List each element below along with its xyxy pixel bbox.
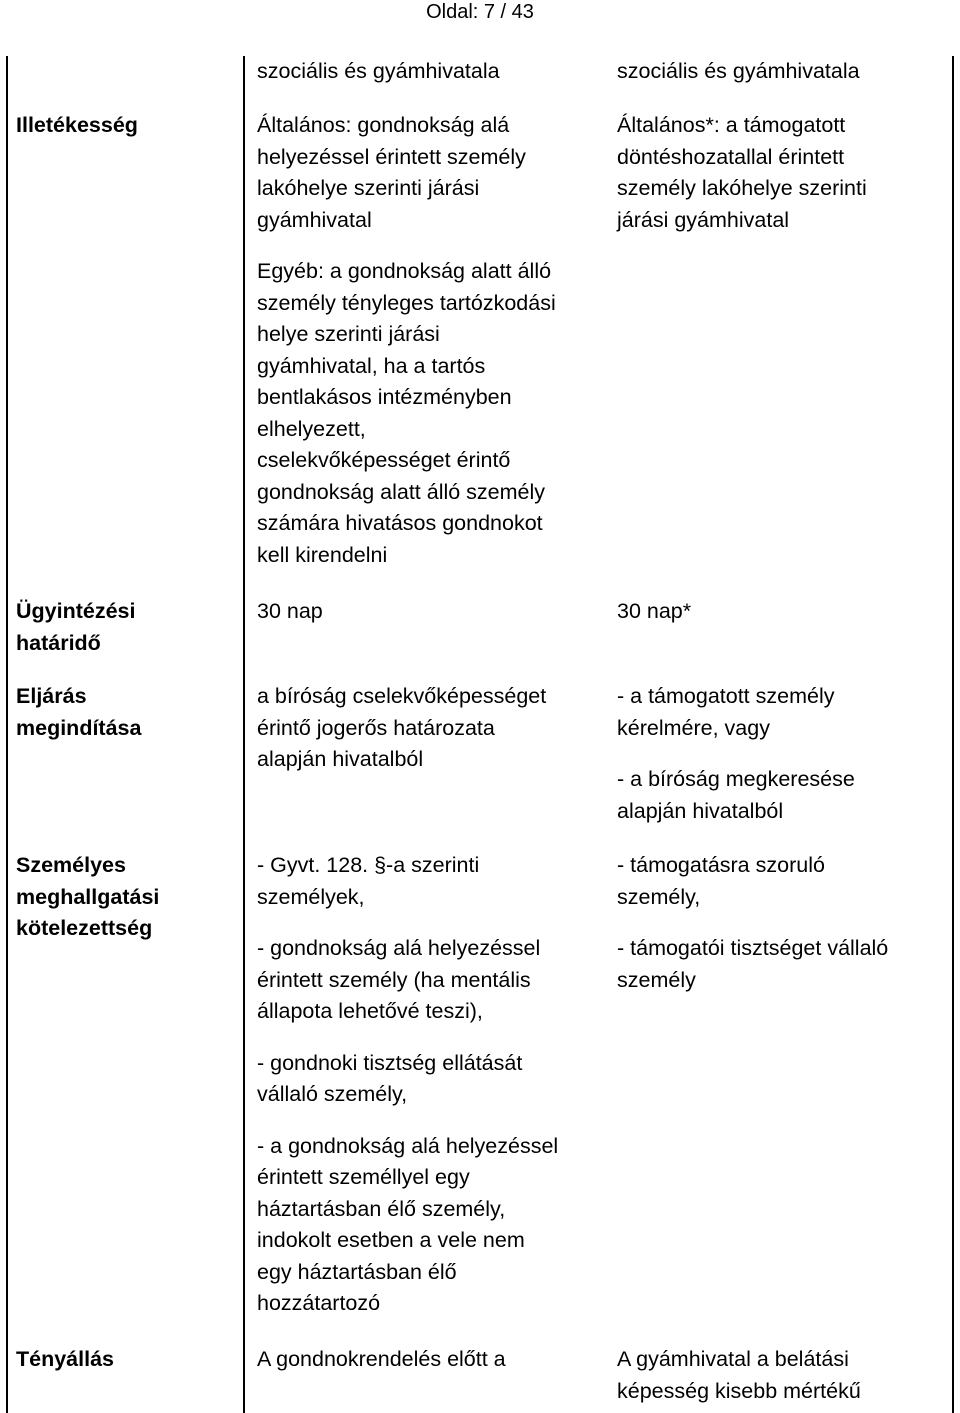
meghallgatas-col3-b: - támogatói tisztséget vállaló személy xyxy=(617,936,889,992)
procedure-comparison-table xyxy=(6,56,956,1413)
hatarido-col2: 30 nap xyxy=(257,599,323,623)
meghallgatas-col2-b: - gondnokság alá helyezéssel érintett személy (ha mentális állapota lehetővé teszi), xyxy=(257,936,541,1023)
eljaras-col3: - a támogatott személy kérelmére, vagy - a bíróság megkeresése alapján hivatalból xyxy=(617,681,855,827)
meghallgatas-col2-d: - a gondnokság alá helyezéssel érintett személlyel egy háztartásban élő személy, indokolt esetben a vele nem egy háztartásban élő hozzátartozó xyxy=(257,1133,559,1315)
meghallgatas-col2: - Gyvt. 128. §-a szerinti személyek, - gondnokság alá helyezéssel érintett személy (ha mentális állapota lehetővé teszi), - gondnoki tisztség ellátását vállaló személy, - a gondnokság alá helyezéssel érintett személlyel egy háztartásban élő személy, indokolt esetben a vele nem egy háztartásban élő hozzátartozó xyxy=(257,850,558,1320)
tenyallas-col2: A gondnokrendelés előtt a xyxy=(257,1347,506,1371)
row-label-meghallgatas: Személyes meghallgatási kötelezettség xyxy=(16,853,160,940)
continuation-col2: szociális és gyámhivatala xyxy=(257,59,500,83)
row-label-eljaras: Eljárás megindítása xyxy=(16,684,142,740)
row-label-tenyallas: Tényállás xyxy=(16,1347,114,1371)
illetekesseg-col3: Általános*: a támogatott döntéshozatallal érintett személy lakóhelye szerinti járási gyámhivatal xyxy=(617,113,867,232)
row-label-illetekesseg: Illetékesség xyxy=(16,113,138,137)
hatarido-col3: 30 nap* xyxy=(617,599,692,623)
illetekesseg-other: Egyéb: a gondnokság alatt álló személy tényleges tartózkodási helye szerinti járási gyámhivatal, ha a tartós bentlakásos intézményben elhelyezett, cselekvőképességet érintő gondnokság alatt álló személy számára hivatásos gondnokot kell kirendelni xyxy=(257,259,556,567)
meghallgatas-col3: - támogatásra szoruló személy, - támogatói tisztséget vállaló személy xyxy=(617,850,888,996)
page-number: Oldal: 7 / 43 xyxy=(426,1,534,23)
table-border-left xyxy=(6,56,8,1413)
tenyallas-col3: A gyámhivatal a belátási képesség kisebb mértékű xyxy=(617,1347,861,1403)
eljaras-col3-second: - a bíróság megkeresése alapján hivatalból xyxy=(617,767,855,823)
eljaras-col2: a bíróság cselekvőképességet érintő jogerős határozata alapján hivatalból xyxy=(257,684,547,771)
table-border-label-column xyxy=(243,56,245,1413)
illetekesseg-col2: Általános: gondnokság alá helyezéssel érintett személy lakóhelye szerinti járási gyámhivatal Egyéb: a gondnokság alatt álló személy tényleges tartózkodási helye szerinti járási gyámhivatal, ha a tartós bentlakásos intézményben elhelyezett, cselekvőképességet érintő gondnokság alatt álló személy számára hivatásos gondnokot kell kirendelni xyxy=(257,110,556,571)
row-label-hatarido: Ügyintézési határidő xyxy=(16,599,136,655)
continuation-col3: szociális és gyámhivatala xyxy=(617,59,860,83)
meghallgatas-col2-c: - gondnoki tisztség ellátását vállaló személy, xyxy=(257,1050,523,1106)
table-border-right xyxy=(952,56,954,1413)
